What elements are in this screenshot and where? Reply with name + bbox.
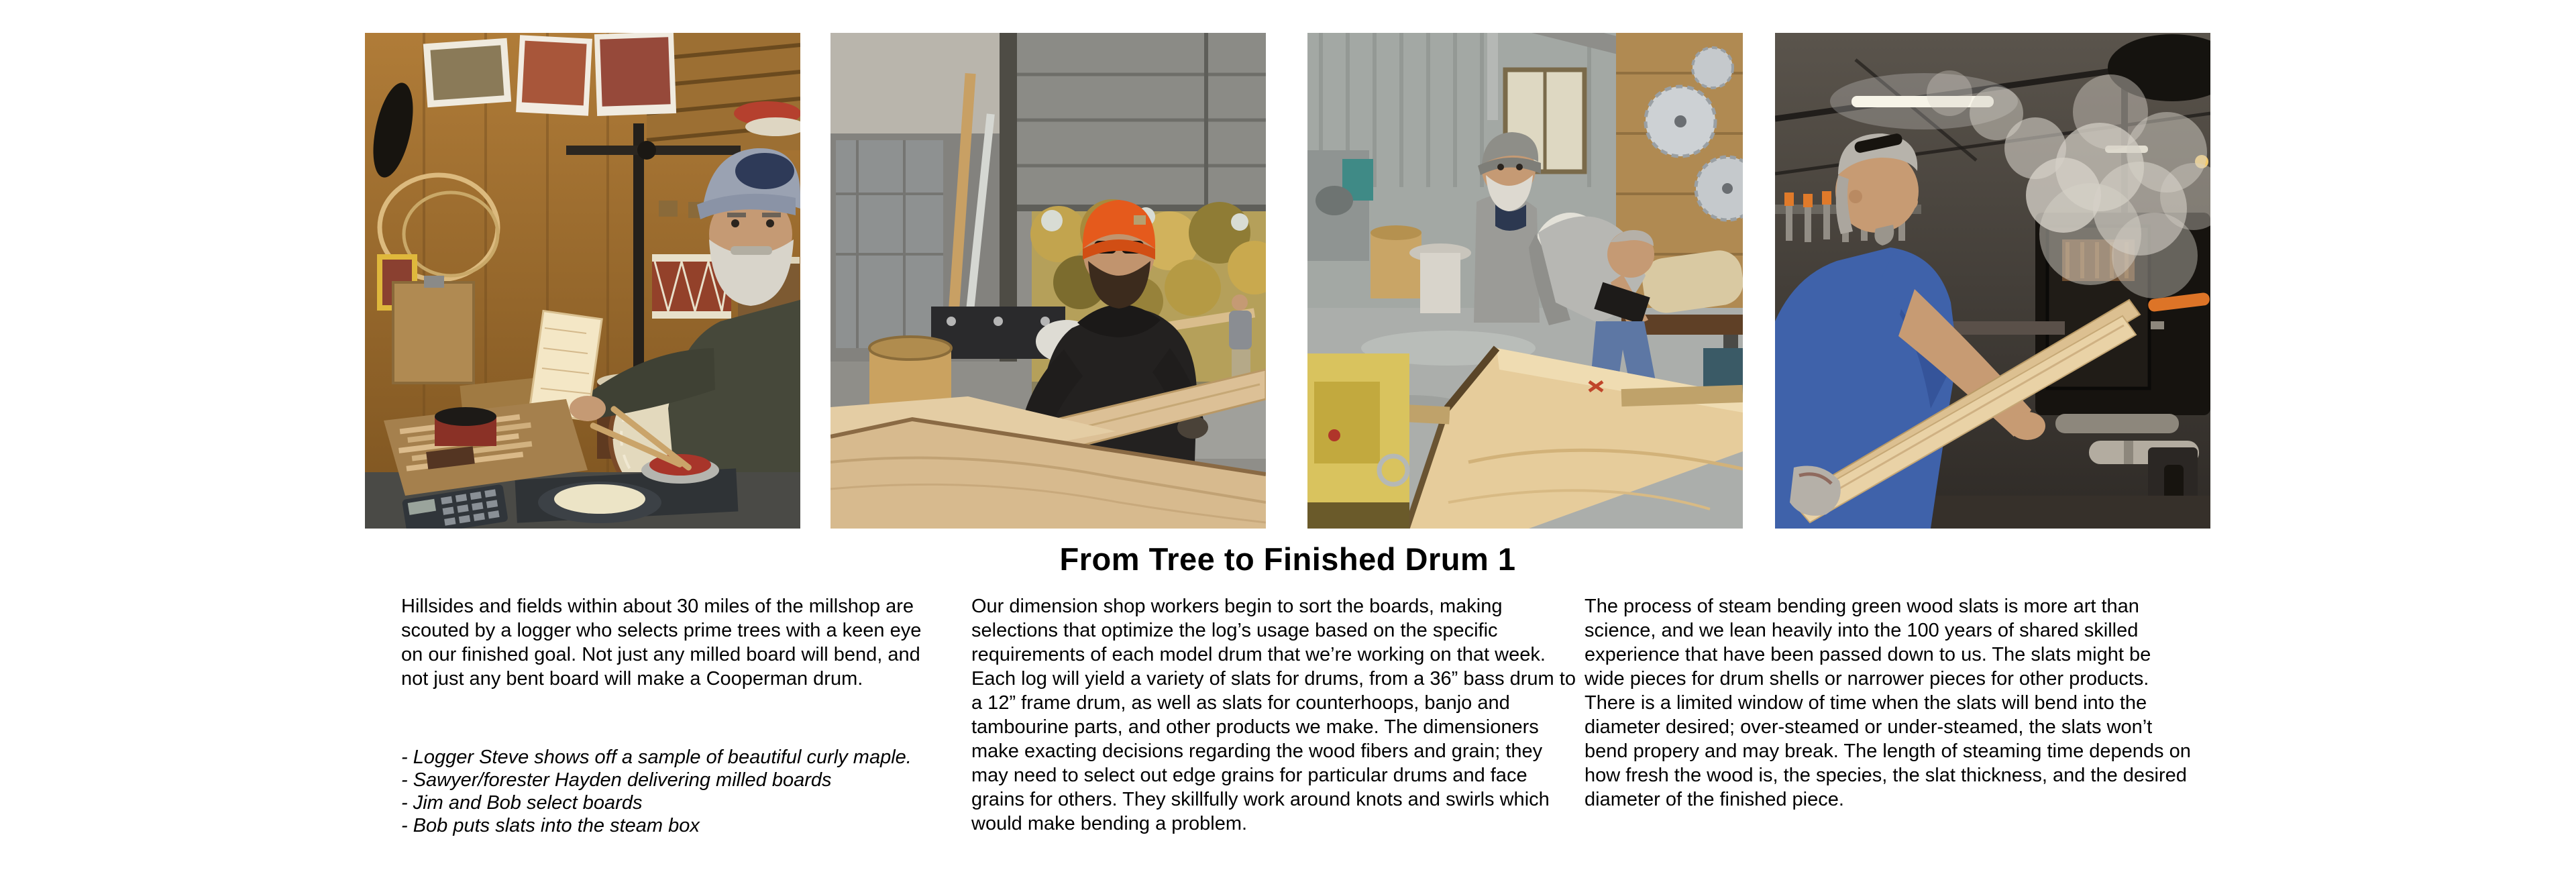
caption-jim-bob: - Jim and Bob select boards bbox=[401, 792, 643, 814]
caption-steam-box: - Bob puts slats into the steam box bbox=[401, 815, 700, 836]
photo-logger-steve bbox=[365, 33, 800, 529]
caption-hayden: - Sawyer/forester Hayden delivering milled boards bbox=[401, 769, 832, 791]
paragraph-dimension-shop: Our dimension shop workers begin to sort the boards, making selections that optimize the log’s usage based on the specific requirements of each model drum that we’re working on that week. Each log will yield a variety of slats for drums, from a 36” bass drum to a 12” frame drum, as well as slats for counterhoops, banjo and tambourine parts, and other products we make. The dimensioners make exacting decisions regarding the wood fibers and grain; they may need to select out edge grains for particular drums and face grains for others. They skillfully work around knots and swirls which would make bending a problem. bbox=[971, 596, 1576, 834]
photo-logger-steve-illustration bbox=[365, 33, 800, 529]
photo-hayden-illustration bbox=[830, 33, 1266, 529]
paragraph-steam-bending: The process of steam bending green wood slats is more art than science, and we lean heavily into the 100 years of shared skilled experience that have been passed down to us. The slats might be wide pieces for drum shells or narrower pieces for other products. There is a limited window of time when the slats will bend into the diameter desired; over-steamed or under-steamed, the slats won’t bend propery and may break. The length of steaming time depends on how fresh the wood is, the species, the slat thickness, and the desired diameter of the finished piece. bbox=[1585, 596, 2191, 810]
photo-hayden-delivering-boards bbox=[830, 33, 1266, 529]
column-steam-bending bbox=[1585, 594, 2192, 812]
caption-logger-steve: - Logger Steve shows off a sample of beautiful curly maple. bbox=[401, 747, 912, 768]
photo-bob-steam-box bbox=[1775, 33, 2210, 529]
photo-jim-and-bob-selecting-boards bbox=[1307, 33, 1743, 529]
paragraph-logging: Hillsides and fields within about 30 miles of the millshop are scouted by a logger who selects prime trees with a keen eye on our finished goal. Not just any milled board will bend, and not just any bent board will make a Cooperman drum. bbox=[401, 596, 922, 690]
photo-jim-bob-illustration bbox=[1307, 33, 1743, 529]
photo-steam-box-illustration bbox=[1775, 33, 2210, 529]
photo-caption-list bbox=[401, 746, 948, 837]
column-logging bbox=[401, 594, 948, 837]
page-title: From Tree to Finished Drum 1 bbox=[1059, 541, 1516, 577]
column-dimension-shop bbox=[971, 594, 1576, 836]
